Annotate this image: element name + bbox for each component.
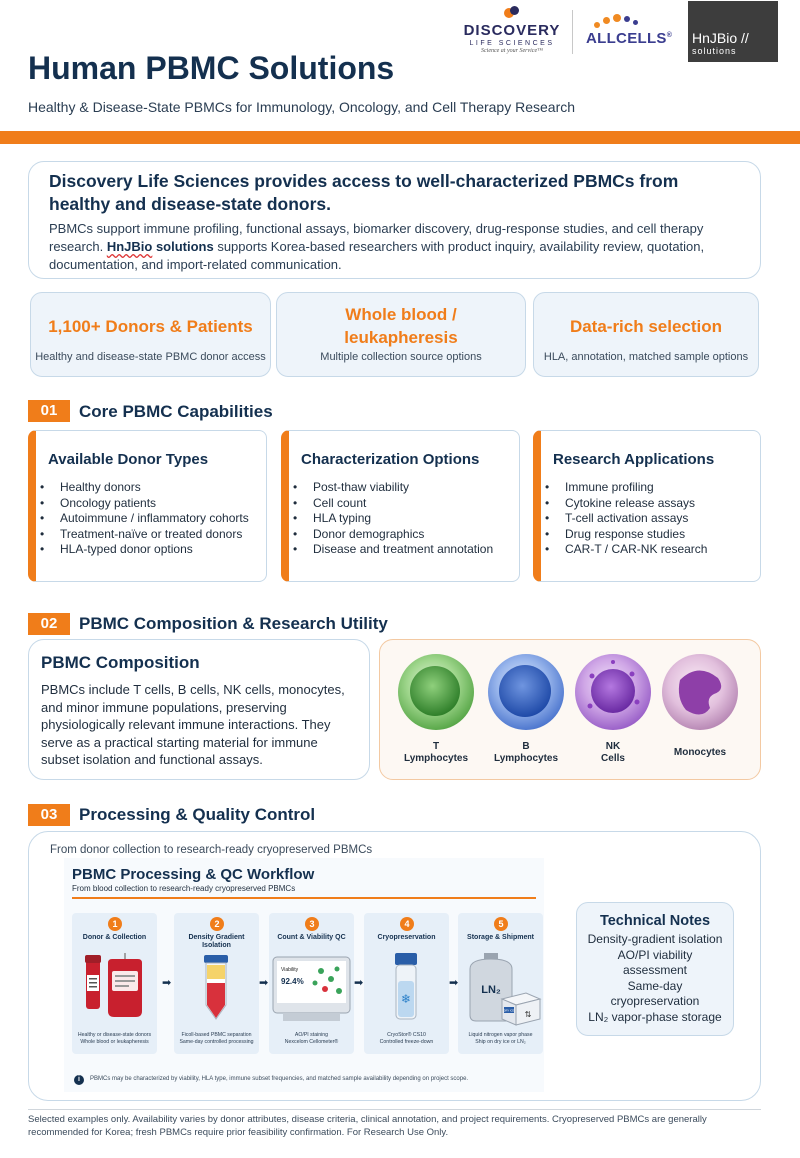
list-item: • Treatment-naïve or treated donors (48, 527, 256, 543)
intro-card (28, 161, 761, 279)
allcells-logo-name: ALLCELLS® (586, 30, 673, 47)
list-item: • HLA typing (301, 511, 509, 527)
workflow-note: PBMCs may be characterized by viability, HLA type, immune subset frequencies, and matched sample availability depending on project scope. (90, 1076, 469, 1082)
list-item: • HLA-typed donor options (48, 542, 256, 558)
b-lymphocyte-icon (488, 654, 564, 730)
stat-data-caption: HLA, annotation, matched sample options (543, 351, 749, 363)
intro-brand-solutions: solutions (155, 239, 214, 254)
technical-note-line: Density-gradient isolation (587, 932, 723, 946)
footer-divider (28, 1109, 761, 1110)
list-item: • Drug response studies (553, 527, 750, 543)
capability-list (301, 480, 509, 558)
technical-note-line: LN₂ vapor-phase storage (588, 1009, 722, 1024)
step-title: Donor & Collection (82, 934, 147, 941)
stat-source-value: Whole blood / leukapheresis (344, 305, 458, 347)
workflow-step-2 (174, 913, 259, 1054)
technical-note-line: Same-day (627, 978, 683, 993)
list-item: • Oncology patients (48, 496, 256, 512)
section-3-title: Processing & Quality Control (79, 805, 316, 824)
stat-donors-value: 1,100+ Donors & Patients (48, 317, 253, 336)
list-item: • Donor demographics (301, 527, 509, 543)
step-number: 4 (400, 917, 414, 931)
section-3-number: 03 (28, 804, 70, 826)
stat-source-caption: Multiple collection source options (320, 351, 482, 363)
discovery-logo (462, 6, 562, 62)
arrow-right-icon: ➡ (449, 977, 459, 989)
workflow-title: PBMC Processing & QC Workflow (72, 866, 315, 883)
step-description: CryoStor® CS10 Controlled freeze-down (379, 1032, 434, 1045)
intro-brand-hnjbio: HnJBio (106, 239, 153, 254)
capability-card-donors (28, 430, 267, 582)
section-2-title: PBMC Composition & Research Utility (79, 614, 388, 633)
step-title: Density Gradient Isolation (188, 934, 245, 949)
section-1-number: 01 (28, 400, 70, 422)
cell-types-panel (379, 639, 761, 780)
cell-label-t: T Lymphocytes (403, 741, 469, 764)
step-number: 1 (108, 917, 122, 931)
technical-notes-title: Technical Notes (599, 913, 711, 929)
page-subtitle: Healthy & Disease-State PBMCs for Immunology, Oncology, and Cell Therapy Research (28, 99, 576, 115)
composition-body: PBMCs include T cells, B cells, NK cells, monocytes, and minor immune populations, preserving physiologically relevant immune interactions. They serve as a practical starting material for immune subset isolation and functional assays. (41, 682, 345, 768)
workflow-divider (72, 897, 536, 899)
capability-list (553, 480, 750, 558)
step-description: Liquid nitrogen vapor phase Ship on dry ice or LN₂ (468, 1032, 533, 1045)
centrifuge-tube-icon (174, 951, 259, 1031)
step-title: Count & Viability QC (277, 934, 346, 941)
nk-cell-icon (575, 654, 651, 730)
step-title: Cryopreservation (377, 934, 436, 941)
step-number: 5 (494, 917, 508, 931)
capability-card-applications (533, 430, 761, 582)
arrow-right-icon: ➡ (354, 977, 364, 989)
workflow-step-1 (72, 913, 157, 1054)
technical-note-line: cryopreservation (610, 994, 700, 1008)
composition-title: PBMC Composition (41, 653, 200, 672)
list-item: • Immune profiling (553, 480, 750, 496)
section-1-title: Core PBMC Capabilities (79, 402, 273, 421)
cell-label-nk: NK Cells (601, 741, 625, 764)
step-number: 3 (305, 917, 319, 931)
info-icon: i (74, 1075, 84, 1085)
list-item: • Post-thaw viability (301, 480, 509, 496)
intro-body: PBMCs support immune profiling, functional assays, biomarker discovery, drug-response studies, and cell therapy research. HnJBio solutions supports Korea-based researchers with product inquiry, availability review, quotation, documentation, and import-related communication. (49, 221, 705, 272)
capability-card-characterization (281, 430, 520, 582)
allcells-logo (586, 12, 678, 52)
hnjbio-logo (688, 1, 778, 62)
discovery-logo-mark (501, 6, 523, 20)
stat-donors-caption: Healthy and disease-state PBMC donor access (35, 351, 266, 363)
list-item: • CAR-T / CAR-NK research (553, 542, 750, 558)
stat-data-value: Data-rich selection (569, 317, 723, 336)
cryovial-icon (364, 951, 449, 1031)
logo-divider (572, 10, 573, 54)
discovery-logo-name: DISCOVERY (463, 22, 561, 39)
list-item: • Autoimmune / inflammatory cohorts (48, 511, 256, 527)
workflow-step-3 (269, 913, 354, 1054)
cell-label-monocytes: Monocytes (673, 747, 727, 758)
hnjbio-logo-name: HnJBio // (692, 30, 749, 46)
tank-label: LN₂ (481, 984, 501, 996)
processing-caption: From donor collection to research-ready cryopreserved PBMCs (50, 844, 373, 856)
blood-bag-icon (72, 951, 157, 1031)
capability-card-title: Characterization Options (301, 451, 480, 468)
list-item: • Cell count (301, 496, 509, 512)
page-title: Human PBMC Solutions (28, 50, 395, 86)
screen-label: Viability (281, 967, 299, 973)
allcells-logo-dots (586, 12, 678, 30)
capability-list (48, 480, 256, 558)
workflow-subtitle: From blood collection to research-ready cryopreserved PBMCs (72, 884, 296, 893)
discovery-logo-tagline: Science at your Service™ (480, 48, 544, 54)
monocyte-icon (662, 654, 738, 730)
header-accent-bar (0, 131, 800, 144)
footer-disclaimer: Selected examples only. Availability varies by donor attributes, disease criteria, clinical annotation, and project requirements. Cryopreserved PBMCs are generally recommended for Korea; fresh PBMCs require prior feasibility confirmation. For Research Use Only. (28, 1114, 707, 1138)
ln2-tank-icon (458, 951, 543, 1031)
step-description: Healthy or disease-state donors Whole blood or leukapheresis (77, 1032, 152, 1045)
list-item: • T-cell activation assays (553, 511, 750, 527)
cell-counter-icon (269, 951, 354, 1031)
technical-note-line: AO/PI viability (617, 947, 693, 962)
step-description: AO/PI staining Nexcelom Cellometer® (284, 1032, 339, 1045)
cell-label-b: B Lymphocytes (493, 741, 559, 764)
step-description: Ficoll-based PBMC separation Same-day controlled processing (179, 1032, 254, 1045)
technical-note-line: assessment (622, 963, 688, 977)
box-label: DRY ICE (503, 1009, 515, 1013)
capability-card-title: Available Donor Types (48, 451, 209, 468)
workflow-step-4 (364, 913, 449, 1054)
list-item: • Healthy donors (48, 480, 256, 496)
section-2-number: 02 (28, 613, 70, 635)
technical-notes-card (576, 902, 734, 1036)
stat-card-data (533, 292, 759, 377)
intro-heading: Discovery Life Sciences provides access to well-characterized PBMCs from healthy and disease-state donors. (49, 171, 679, 214)
discovery-logo-sub: LIFE SCIENCES (469, 40, 555, 47)
arrow-right-icon: ➡ (162, 977, 172, 989)
list-item: • Disease and treatment annotation (301, 542, 509, 558)
t-lymphocyte-icon (398, 654, 474, 730)
step-title: Storage & Shipment (467, 934, 534, 941)
workflow-step-5 (458, 913, 543, 1054)
stat-card-source (276, 292, 526, 377)
composition-card (28, 639, 370, 780)
svg-text:⇅: ⇅ (524, 1010, 532, 1019)
list-item: • Cytokine release assays (553, 496, 750, 512)
step-number: 2 (210, 917, 224, 931)
capability-card-title: Research Applications (553, 451, 715, 468)
stat-card-donors (30, 292, 271, 377)
screen-value: 92.4% (281, 977, 304, 986)
svg-text:❄: ❄ (400, 992, 412, 1006)
hnjbio-logo-sub: solutions (692, 46, 737, 56)
arrow-right-icon: ➡ (259, 977, 269, 989)
